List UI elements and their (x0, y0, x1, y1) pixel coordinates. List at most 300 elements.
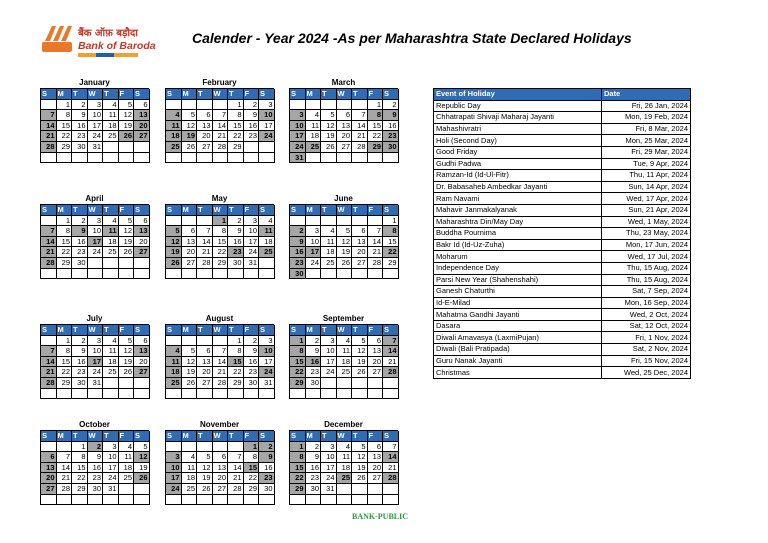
day-cell: 20 (337, 131, 353, 142)
day-cell (166, 100, 182, 111)
day-cell: 30 (306, 378, 322, 389)
day-cell: 24 (103, 473, 119, 484)
day-cell: 18 (337, 463, 353, 474)
holiday-date: Sun, 14 Apr, 2024 (602, 181, 691, 193)
month-day-grid (289, 430, 398, 505)
day-cell: 28 (213, 142, 229, 153)
day-cell: 13 (134, 110, 150, 121)
holiday-row (434, 135, 691, 147)
day-cell (321, 216, 337, 227)
day-cell: 3 (259, 336, 275, 347)
day-cell: 1 (57, 216, 73, 227)
day-cell: 27 (213, 484, 229, 495)
day-cell (244, 142, 260, 153)
day-cell: 31 (244, 258, 260, 269)
day-cell: 21 (213, 367, 229, 378)
day-cell (134, 378, 150, 389)
event-header: Event of Holiday (434, 89, 602, 101)
month-name: June (334, 194, 353, 203)
month-february (165, 77, 274, 163)
day-cell: 30 (290, 269, 306, 280)
day-cell (182, 269, 198, 280)
day-cell: 15 (244, 463, 260, 474)
day-cell: 8 (57, 346, 73, 357)
day-cell: 16 (244, 357, 260, 368)
weekday-header: T (72, 89, 88, 100)
day-cell: 14 (368, 237, 384, 248)
day-cell: 3 (88, 336, 104, 347)
weekday-header: S (290, 205, 306, 216)
day-cell: 1 (383, 216, 399, 227)
day-cell: 27 (352, 258, 368, 269)
day-cell: 2 (290, 226, 306, 237)
day-cell: 8 (383, 226, 399, 237)
day-cell: 1 (290, 442, 306, 453)
day-cell (41, 269, 57, 280)
day-cell (41, 336, 57, 347)
day-cell: 5 (321, 110, 337, 121)
holiday-event: Ganesh Chaturthi (434, 286, 602, 298)
day-cell: 7 (383, 336, 399, 347)
day-cell: 4 (166, 110, 182, 121)
holiday-row (434, 344, 691, 356)
weekday-header: M (182, 325, 198, 336)
day-cell (228, 389, 244, 400)
holiday-date: Thu, 23 May, 2024 (602, 228, 691, 240)
day-cell: 27 (197, 142, 213, 153)
day-cell (134, 153, 150, 164)
day-cell: 22 (213, 247, 229, 258)
weekday-header: W (213, 205, 229, 216)
day-cell: 28 (383, 367, 399, 378)
month-day-grid (40, 88, 149, 163)
day-cell: 30 (383, 142, 399, 153)
day-cell: 15 (72, 463, 88, 474)
day-cell: 13 (134, 226, 150, 237)
holiday-date: Mon, 25 Mar, 2024 (602, 135, 691, 147)
day-cell: 23 (228, 247, 244, 258)
day-cell: 23 (72, 131, 88, 142)
bob-emblem-icon (40, 22, 74, 56)
day-cell: 21 (383, 463, 399, 474)
day-cell: 26 (352, 473, 368, 484)
day-cell (368, 378, 384, 389)
day-cell (197, 216, 213, 227)
weekday-header: M (306, 431, 322, 442)
day-cell: 7 (57, 452, 73, 463)
day-cell (119, 389, 135, 400)
day-cell (166, 442, 182, 453)
day-cell: 24 (259, 367, 275, 378)
holiday-row (434, 123, 691, 135)
day-cell: 8 (228, 110, 244, 121)
day-cell (352, 484, 368, 495)
day-cell (321, 100, 337, 111)
day-cell: 17 (88, 237, 104, 248)
day-cell (337, 495, 353, 506)
day-cell: 25 (321, 258, 337, 269)
day-cell: 10 (244, 226, 260, 237)
weekday-header: W (213, 325, 229, 336)
day-cell: 21 (352, 131, 368, 142)
holiday-date: Fri, 26 Jan, 2024 (602, 100, 691, 112)
day-cell: 25 (306, 142, 322, 153)
day-cell: 10 (259, 110, 275, 121)
day-cell (259, 142, 275, 153)
weekday-header: W (88, 431, 104, 442)
day-cell (321, 495, 337, 506)
day-cell: 27 (197, 378, 213, 389)
holiday-event: Gudhi Padwa (434, 158, 602, 170)
weekday-header: S (383, 431, 399, 442)
weekday-header: S (290, 431, 306, 442)
weekday-header: T (352, 431, 368, 442)
day-cell: 27 (337, 142, 353, 153)
day-cell: 30 (88, 484, 104, 495)
day-cell: 7 (213, 346, 229, 357)
day-cell (166, 153, 182, 164)
day-cell: 28 (57, 484, 73, 495)
day-cell (383, 153, 399, 164)
day-cell: 9 (88, 452, 104, 463)
day-cell (72, 269, 88, 280)
day-cell (306, 495, 322, 506)
holiday-row (434, 367, 691, 379)
day-cell: 22 (383, 247, 399, 258)
day-cell (228, 442, 244, 453)
holiday-date: Sat, 12 Oct, 2024 (602, 320, 691, 332)
day-cell: 7 (41, 110, 57, 121)
day-cell: 13 (352, 237, 368, 248)
day-cell: 5 (119, 216, 135, 227)
day-cell: 8 (213, 226, 229, 237)
day-cell (337, 378, 353, 389)
holiday-row (434, 274, 691, 286)
day-cell (182, 100, 198, 111)
weekday-header: S (166, 325, 182, 336)
day-cell: 28 (41, 258, 57, 269)
holiday-date: Thu, 11 Apr, 2024 (602, 170, 691, 182)
day-cell (119, 495, 135, 506)
holiday-date: Fri, 8 Mar, 2024 (602, 123, 691, 135)
weekday-header: T (103, 431, 119, 442)
day-cell: 21 (41, 367, 57, 378)
day-cell: 16 (88, 463, 104, 474)
day-cell: 22 (57, 247, 73, 258)
day-cell: 22 (72, 473, 88, 484)
day-cell (321, 269, 337, 280)
day-cell: 19 (337, 247, 353, 258)
day-cell: 2 (244, 336, 260, 347)
day-cell: 2 (72, 100, 88, 111)
day-cell: 13 (197, 121, 213, 132)
day-cell: 14 (57, 463, 73, 474)
day-cell: 29 (290, 378, 306, 389)
weekday-header: F (244, 89, 260, 100)
day-cell: 12 (337, 237, 353, 248)
holiday-row (434, 251, 691, 263)
weekday-header: S (166, 431, 182, 442)
day-cell: 1 (57, 100, 73, 111)
day-cell: 4 (321, 226, 337, 237)
day-cell: 15 (383, 237, 399, 248)
day-cell: 31 (290, 153, 306, 164)
day-cell: 12 (352, 452, 368, 463)
day-cell: 25 (166, 142, 182, 153)
day-cell: 16 (72, 357, 88, 368)
logo-hindi-text: बैंक ऑफ़ बड़ौदा (78, 28, 138, 39)
day-cell (306, 216, 322, 227)
day-cell: 5 (337, 226, 353, 237)
weekday-header: F (119, 205, 135, 216)
day-cell: 19 (119, 121, 135, 132)
day-cell (337, 484, 353, 495)
day-cell: 28 (197, 258, 213, 269)
day-cell: 23 (383, 131, 399, 142)
month-december (289, 419, 398, 505)
weekday-header: T (197, 205, 213, 216)
weekday-header: F (368, 431, 384, 442)
day-cell: 6 (213, 452, 229, 463)
month-january (40, 77, 149, 163)
holiday-row (434, 332, 691, 344)
weekday-header: F (119, 431, 135, 442)
day-cell: 27 (134, 367, 150, 378)
day-cell: 6 (352, 226, 368, 237)
day-cell: 20 (197, 131, 213, 142)
day-cell (103, 258, 119, 269)
day-cell (228, 495, 244, 506)
weekday-header: W (88, 89, 104, 100)
day-cell: 22 (368, 131, 384, 142)
day-cell: 5 (182, 110, 198, 121)
holiday-event: Guru Nanak Jayanti (434, 355, 602, 367)
day-cell: 18 (103, 121, 119, 132)
day-cell (368, 484, 384, 495)
day-cell: 9 (72, 226, 88, 237)
day-cell: 22 (290, 473, 306, 484)
day-cell: 1 (57, 336, 73, 347)
day-cell: 29 (57, 142, 73, 153)
day-cell: 6 (134, 100, 150, 111)
month-august (165, 313, 274, 399)
day-cell: 20 (134, 237, 150, 248)
day-cell: 28 (352, 142, 368, 153)
holiday-event: Mahatma Gandhi Jayanti (434, 309, 602, 321)
day-cell: 3 (103, 442, 119, 453)
day-cell: 23 (244, 131, 260, 142)
weekday-header: T (197, 325, 213, 336)
weekday-header: T (352, 205, 368, 216)
day-cell: 21 (41, 131, 57, 142)
day-cell: 3 (290, 110, 306, 121)
day-cell: 19 (166, 247, 182, 258)
day-cell (41, 442, 57, 453)
month-october (40, 419, 149, 505)
holiday-event: Good Friday (434, 146, 602, 158)
day-cell: 16 (383, 121, 399, 132)
weekday-header: S (383, 325, 399, 336)
weekday-header: T (352, 325, 368, 336)
day-cell: 10 (321, 346, 337, 357)
day-cell: 6 (197, 346, 213, 357)
weekday-header: F (244, 325, 260, 336)
day-cell: 11 (337, 346, 353, 357)
day-cell: 5 (197, 452, 213, 463)
weekday-header: S (134, 431, 150, 442)
month-november (165, 419, 274, 505)
holiday-event: Dr. Babasaheb Ambedkar Jayanti (434, 181, 602, 193)
day-cell: 21 (41, 247, 57, 258)
day-cell: 13 (41, 463, 57, 474)
day-cell: 23 (290, 258, 306, 269)
day-cell: 19 (197, 473, 213, 484)
day-cell: 25 (103, 367, 119, 378)
day-cell: 12 (119, 346, 135, 357)
holiday-row (434, 181, 691, 193)
holiday-row (434, 146, 691, 158)
weekday-header: T (321, 205, 337, 216)
day-cell: 4 (103, 100, 119, 111)
day-cell (306, 389, 322, 400)
day-cell: 17 (259, 357, 275, 368)
day-cell (337, 389, 353, 400)
day-cell: 11 (166, 121, 182, 132)
day-cell: 27 (41, 484, 57, 495)
day-cell: 7 (228, 452, 244, 463)
day-cell: 1 (244, 442, 260, 453)
holiday-row (434, 100, 691, 112)
weekday-header: S (134, 89, 150, 100)
weekday-header: S (290, 89, 306, 100)
day-cell: 17 (321, 357, 337, 368)
day-cell: 31 (103, 484, 119, 495)
day-cell: 19 (119, 237, 135, 248)
day-cell: 14 (383, 346, 399, 357)
weekday-header: W (213, 89, 229, 100)
day-cell: 23 (259, 473, 275, 484)
weekday-header: M (57, 205, 73, 216)
day-cell (166, 336, 182, 347)
day-cell: 18 (321, 247, 337, 258)
day-cell: 15 (228, 121, 244, 132)
day-cell (259, 269, 275, 280)
day-cell (259, 153, 275, 164)
weekday-header: S (290, 325, 306, 336)
day-cell (368, 495, 384, 506)
month-day-grid (40, 324, 149, 399)
day-cell: 24 (306, 258, 322, 269)
day-cell: 11 (103, 346, 119, 357)
day-cell: 24 (88, 367, 104, 378)
day-cell: 10 (88, 346, 104, 357)
day-cell: 7 (213, 110, 229, 121)
holiday-event: Dasara (434, 320, 602, 332)
day-cell: 21 (368, 247, 384, 258)
day-cell: 25 (103, 131, 119, 142)
day-cell: 29 (383, 258, 399, 269)
day-cell: 8 (368, 110, 384, 121)
day-cell: 20 (368, 463, 384, 474)
day-cell: 16 (306, 463, 322, 474)
day-cell (134, 258, 150, 269)
day-cell (197, 100, 213, 111)
day-cell (134, 495, 150, 506)
holiday-date: Sun, 21 Apr, 2024 (602, 204, 691, 216)
day-cell: 14 (41, 357, 57, 368)
day-cell: 25 (182, 484, 198, 495)
weekday-header: T (103, 89, 119, 100)
day-cell: 29 (213, 258, 229, 269)
day-cell (41, 100, 57, 111)
day-cell: 17 (306, 247, 322, 258)
day-cell: 6 (182, 226, 198, 237)
day-cell: 25 (119, 473, 135, 484)
day-cell: 28 (228, 484, 244, 495)
day-cell: 3 (306, 226, 322, 237)
day-cell: 18 (103, 357, 119, 368)
day-cell: 4 (306, 110, 322, 121)
day-cell: 26 (119, 131, 135, 142)
day-cell: 14 (41, 121, 57, 132)
weekday-header: M (306, 325, 322, 336)
weekday-header: M (57, 431, 73, 442)
day-cell (290, 495, 306, 506)
day-cell: 23 (244, 367, 260, 378)
day-cell (352, 269, 368, 280)
day-cell: 27 (134, 131, 150, 142)
day-cell: 11 (306, 121, 322, 132)
month-day-grid (289, 324, 398, 399)
day-cell: 20 (182, 247, 198, 258)
day-cell: 24 (290, 142, 306, 153)
day-cell: 12 (119, 226, 135, 237)
day-cell: 24 (321, 473, 337, 484)
weekday-header: S (41, 431, 57, 442)
day-cell: 15 (57, 121, 73, 132)
day-cell (41, 216, 57, 227)
day-cell: 22 (57, 367, 73, 378)
day-cell: 16 (290, 247, 306, 258)
day-cell: 8 (57, 110, 73, 121)
day-cell (134, 269, 150, 280)
day-cell: 20 (213, 473, 229, 484)
day-cell: 6 (368, 442, 384, 453)
day-cell (213, 269, 229, 280)
day-cell: 29 (368, 142, 384, 153)
day-cell (41, 389, 57, 400)
day-cell: 23 (88, 473, 104, 484)
day-cell: 1 (72, 442, 88, 453)
day-cell: 3 (321, 442, 337, 453)
day-cell: 17 (321, 463, 337, 474)
day-cell: 26 (182, 142, 198, 153)
day-cell: 30 (72, 258, 88, 269)
day-cell: 28 (383, 473, 399, 484)
day-cell (119, 142, 135, 153)
day-cell: 31 (321, 484, 337, 495)
day-cell: 8 (290, 346, 306, 357)
day-cell: 6 (41, 452, 57, 463)
day-cell: 18 (337, 357, 353, 368)
day-cell (290, 100, 306, 111)
day-cell: 11 (166, 357, 182, 368)
day-cell: 14 (213, 121, 229, 132)
day-cell: 21 (57, 473, 73, 484)
month-name: October (79, 420, 110, 429)
day-cell: 18 (166, 131, 182, 142)
weekday-header: S (383, 205, 399, 216)
